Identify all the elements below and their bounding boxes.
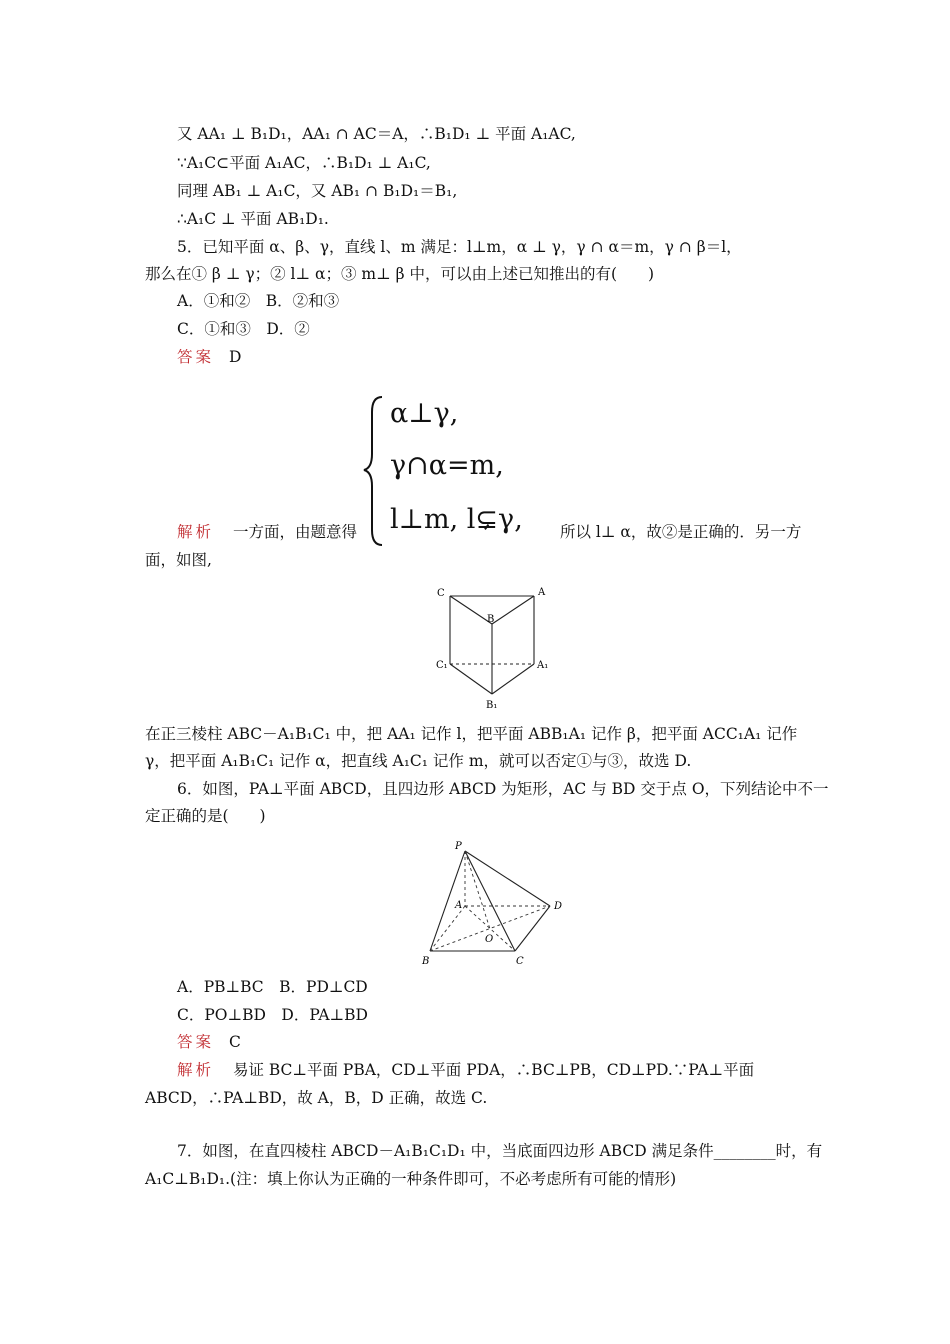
q5-analysis-line-2: 面，如图, [145,551,212,569]
proof-line-1: 又 AA₁ ⊥ B₁D₁，AA₁ ∩ AC＝A，∴B₁D₁ ⊥ 平面 A₁AC, [177,125,576,143]
label-C1: C₁ [436,660,448,671]
q5-explain-line-2: γ，把平面 A₁B₁C₁ 记作 α，把直线 A₁C₁ 记作 m，就可以否定①与③，故选 D. [145,752,692,770]
label-B: B [422,956,430,967]
label-O: O [485,934,494,945]
label-D: D [554,901,563,912]
q5-options-line-1: A．①和② B．②和③ [177,292,340,310]
analysis-label: 解析 [177,523,215,541]
q6-options-line-2: C．PO⊥BD D．PA⊥BD [177,1006,368,1024]
label-A: A [455,900,463,911]
analysis-part-1: 一方面，由题意得 [232,523,357,541]
label-P: P [455,841,462,852]
q6-stem-line-2: 定正确的是( ) [145,807,266,825]
condition-system [362,392,542,552]
answer-value: D [228,348,242,366]
q7-stem-line-1: 7．如图，在直四棱柱 ABCD－A₁B₁C₁D₁ 中，当底面四边形 ABCD 满足条件________时，有 [177,1142,823,1160]
q5-analysis-row [177,522,357,542]
proof-line-4: ∴A₁C ⊥ 平面 AB₁D₁. [177,210,329,228]
q6-analysis-row [177,1060,809,1080]
q5-stem-line-2: 那么在① β ⊥ γ；② l⊥ α；③ m⊥ β 中，可以由上述已知推出的有( ) [145,265,655,283]
prism-figure [430,582,560,712]
label-B1: B₁ [486,700,498,711]
q5-stem-line-1: 5．已知平面 α、β、γ，直线 l、m 满足：l⊥m，α ⊥ γ，γ ∩ α＝m，γ ∩ β＝l， [177,238,742,256]
answer-label: 答案 [177,348,215,366]
answer-value: C [228,1033,241,1051]
answer-label: 答案 [177,1033,215,1051]
q6-stem-line-1: 6．如图，PA⊥平面 ABCD，且四边形 ABCD 为矩形，AC 与 BD 交于点 O，下列结论中不一 [177,780,829,798]
q5-answer [177,347,241,367]
q6-analysis-line-2: ABCD，∴PA⊥BD，故 A，B，D 正确，故选 C. [145,1089,488,1107]
system-line-2: γ∩α=m, [390,450,504,481]
system-line-3: l⊥m, l⊊γ, [390,504,523,535]
q6-answer [177,1032,241,1052]
proof-line-3: 同理 AB₁ ⊥ A₁C，又 AB₁ ∩ B₁D₁＝B₁, [177,182,458,200]
q6-options-line-1: A．PB⊥BC B．PD⊥CD [177,978,368,996]
proof-line-2: ∵A₁C⊂平面 A₁AC，∴B₁D₁ ⊥ A₁C, [177,154,431,172]
q7-stem-line-2: A₁C⊥B₁D₁.(注：填上你认为正确的一种条件即可，不必考虑所有可能的情形) [145,1170,677,1188]
label-A: A [538,587,546,598]
q5-explain-line-1: 在正三棱柱 ABC－A₁B₁C₁ 中，把 AA₁ 记作 l，把平面 ABB₁A₁ 记作 β，把平面 ACC₁A₁ 记作 [145,725,798,743]
label-B: B [487,614,495,625]
system-line-1: α⊥γ, [390,398,459,429]
pyramid-figure [415,836,575,971]
label-C: C [516,956,524,967]
label-C: C [437,588,445,599]
q6-analysis-line-1: 易证 BC⊥平面 PBA，CD⊥平面 PDA，∴BC⊥PB，CD⊥PD.∵PA⊥平面 [232,1061,755,1079]
analysis-label: 解析 [177,1061,215,1079]
label-A1: A₁ [537,660,549,671]
analysis-part-2: 所以 l⊥ α，故②是正确的．另一方 [560,523,802,541]
q5-options-line-2: C．①和③ D．② [177,320,310,338]
